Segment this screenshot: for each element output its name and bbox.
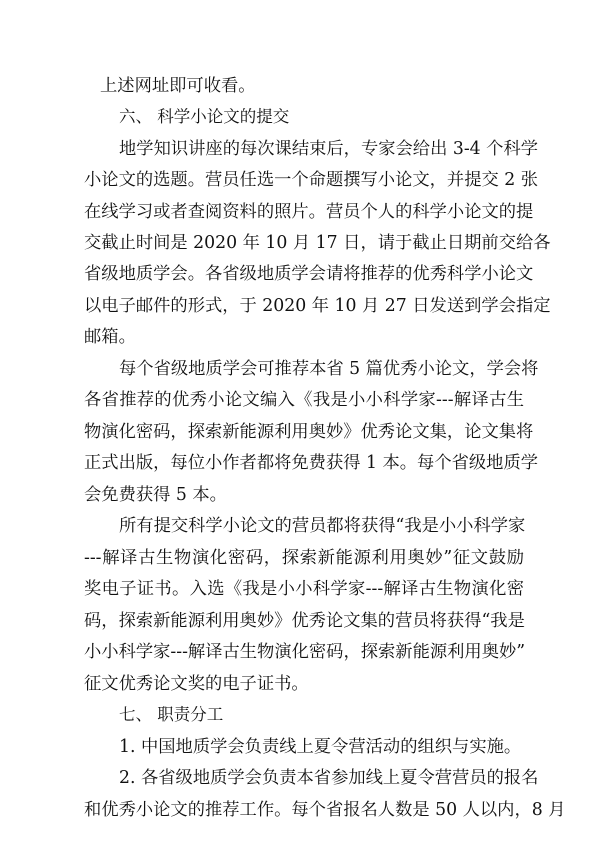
paragraph-line: 地学知识讲座的每次课结束后，专家会给出 3-4 个科学 [119, 139, 539, 159]
paragraph-line: 小小科学家---解译古生物演化密码，探索新能源利用奥妙” [84, 642, 526, 662]
paragraph-line: 每个省级地质学会可推荐本省 5 篇优秀小论文，学会将 [119, 359, 539, 379]
paragraph-line: ---解译古生物演化密码，探索新能源利用奥妙”征文鼓励 [84, 548, 524, 568]
paragraph-line: 邮箱。 [84, 327, 136, 347]
list-item: 1. 中国地质学会负责线上夏令营活动的组织与实施。 [119, 737, 522, 757]
paragraph-line: 和优秀小论文的推荐工作。每个省报名人数是 50 人以内，8 月 [84, 800, 566, 820]
paragraph-line: 上述网址即可收看。 [100, 76, 256, 96]
paragraph-line: 各省推荐的优秀小论文编入《我是小小科学家---解译古生 [84, 390, 524, 410]
paragraph-line: 征文优秀论文奖的电子证书。 [84, 674, 309, 694]
list-item: 2. 各省级地质学会负责本省参加线上夏令营营员的报名 [119, 768, 539, 788]
paragraph-line: 物演化密码，探索新能源利用奥妙》优秀论文集，论文集将 [84, 422, 534, 442]
section-heading-responsibilities: 七、 职责分工 [119, 705, 224, 724]
paragraph-line: 交截止时间是 2020 年 10 月 17 日，请于截止日期前交给各 [84, 233, 551, 253]
paragraph-line: 所有提交科学小论文的营员都将获得“我是小小科学家 [119, 516, 526, 536]
paragraph-line: 正式出版，每位小作者都将免费获得 1 本。每个省级地质学 [84, 453, 539, 473]
paragraph-line: 奖电子证书。入选《我是小小科学家---解译古生物演化密 [84, 579, 524, 599]
paragraph-line: 码，探索新能源利用奥妙》优秀论文集的营员将获得“我是 [84, 611, 525, 631]
paragraph-line: 小论文的选题。营员任选一个命题撰写小论文，并提交 2 张 [84, 170, 539, 190]
paragraph-line: 在线学习或者查阅资料的照片。营员个人的科学小论文的提 [84, 202, 534, 222]
paragraph-line: 会免费获得 5 本。 [84, 485, 227, 505]
paragraph-line: 以电子邮件的形式，于 2020 年 10 月 27 日发送到学会指定 [84, 296, 551, 316]
section-heading-submission: 六、 科学小论文的提交 [119, 107, 290, 126]
paragraph-line: 省级地质学会。各省级地质学会请将推荐的优秀科学小论文 [84, 264, 534, 284]
